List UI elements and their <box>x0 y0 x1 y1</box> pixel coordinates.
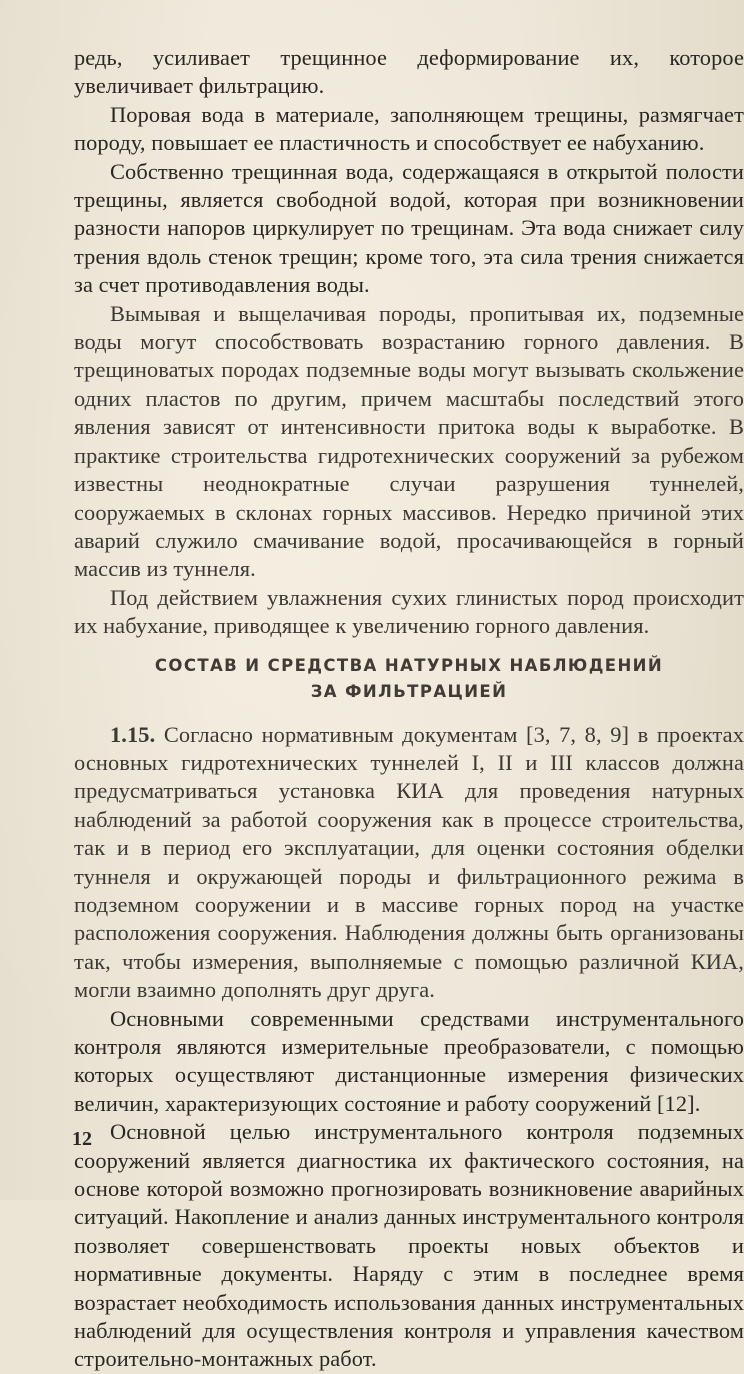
paragraph-diagnostics: Основной целью инструментального контроля подземных сооружений является диагностика их фактического состояния, на основе которой возможно прогнозировать возникновение аварийных ситуаций. Накопление и анализ данных инструментального контроля позволяет совершенствовать проекты новых объектов и нормативные документы. Наряду с этим в последнее время возрастает необходимость использования данных инструментальных наблюдений для осуществления контроля и управления качеством строительно-монтажных работ. <box>74 1119 744 1372</box>
paragraph-clay-swelling: Под действием увлажнения сухих глинистых пород происходит их набухание, приводящее к увеличению горного давления. <box>74 584 744 639</box>
section-heading-line-1: СОСТАВ И СРЕДСТВА НАТУРНЫХ НАБЛЮДЕНИЙ <box>154 655 664 675</box>
paragraph-rock-pressure: Вымывая и выщелачивая породы, пропитывая их, подземные воды могут способствовать возрастанию горного давления. В трещиноватых породах подземные воды могут вызывать скольжение одних пластов по другим, причем масштабы последствий этого явления зависят от интенсивности притока воды к выработке. В практике строительства гидротехнических сооружений за рубежом известны неоднократные случаи разрушения туннелей, сооружаемых в склонах горных массивов. Нередко причиной этих аварий служило смачивание водой, просачивающейся в горный массив из туннеля. <box>74 300 744 582</box>
paragraph-instrument-control: Основными современными средствами инструментального контроля являются измерительные преобразователи, с помощью которых осуществляют дистанционные измерения физических величин, характеризующих состояние и работу сооружений [12]. <box>74 1005 744 1116</box>
section-number: 1.15. <box>110 721 156 747</box>
paragraph-pore-water: Поровая вода в материале, заполняющем трещины, размягчает породу, повышает ее пластичность и способствует ее набуханию. <box>74 101 744 156</box>
section-heading <box>74 653 744 705</box>
paragraph-fissure-water: Собственно трещинная вода, содержащаяся в открытой полости трещины, является свободной водой, которая при возникновении разности напоров циркулирует по трещинам. Эта вода снижает силу трения вдоль стенок трещин; кроме того, эта сила трения снижается за счет противодавления воды. <box>74 158 744 298</box>
page-body-text <box>74 44 744 1374</box>
page-number: 12 <box>72 1128 92 1150</box>
section-paragraph-text: Согласно нормативным документам [3, 7, 8, 9] в проектах основных гидротехнических туннелей I, II и III классов должна предусматриваться установка КИА для проведения натурных наблюдений за работой сооружения как в процессе строительства, так и в период его эксплуатации, для оценки состояния обделки туннеля и окружающей породы и фильтрационного режима в подземном сооружении и в массиве горных пород на участке расположения сооружения. Наблюдения должны быть организованы так, чтобы измерения, выполняемые с помощью различной КИА, могли взаимно дополнять друг друга. <box>74 721 744 1003</box>
paragraph-continuation: редь, усиливает трещинное деформирование их, которое увеличивает фильтрацию. <box>74 45 744 99</box>
paragraph-section-1-15 <box>74 721 744 1005</box>
section-heading-line-2: ЗА ФИЛЬТРАЦИЕЙ <box>310 681 508 701</box>
